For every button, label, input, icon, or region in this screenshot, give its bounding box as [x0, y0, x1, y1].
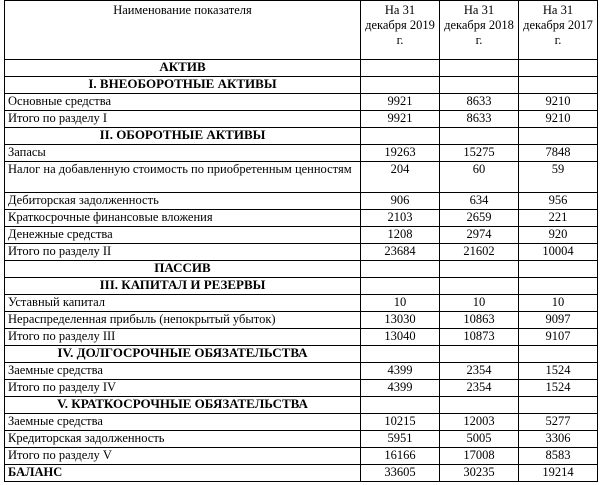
value-2017: 5277 — [519, 414, 598, 431]
empty-cell — [440, 278, 519, 295]
table-row — [5, 363, 598, 380]
table-row — [5, 380, 598, 397]
empty-cell — [519, 128, 598, 145]
header-2018: На 31 декабря 2018 г. — [440, 1, 519, 60]
value-2019: 1208 — [361, 227, 440, 244]
header-2017: На 31 декабря 2017 г. — [519, 1, 598, 60]
value-2019: 5951 — [361, 431, 440, 448]
section-row — [5, 278, 598, 295]
value-2017: 1524 — [519, 380, 598, 397]
value-2018: 60 — [440, 162, 519, 193]
value-2018: 12003 — [440, 414, 519, 431]
balance-sheet-table — [4, 0, 598, 482]
section-title: V. КРАТКОСРОЧНЫЕ ОБЯЗАТЕЛЬСТВА — [5, 397, 361, 414]
value-2019: 10 — [361, 295, 440, 312]
value-2018: 2659 — [440, 210, 519, 227]
empty-cell — [361, 261, 440, 278]
empty-cell — [440, 261, 519, 278]
value-2017: 9097 — [519, 312, 598, 329]
table-row — [5, 414, 598, 431]
row-label: Уставный капитал — [5, 295, 361, 312]
value-2018: 10863 — [440, 312, 519, 329]
value-2017: 9210 — [519, 111, 598, 128]
table-body — [5, 60, 598, 482]
row-label: Итого по разделу III — [5, 329, 361, 346]
section-title: ПАССИВ — [5, 261, 361, 278]
value-2019: 2103 — [361, 210, 440, 227]
row-label: Заемные средства — [5, 414, 361, 431]
value-2018: 10 — [440, 295, 519, 312]
table-row — [5, 145, 598, 162]
empty-cell — [440, 60, 519, 77]
value-2017: 10004 — [519, 244, 598, 261]
section-row — [5, 397, 598, 414]
empty-cell — [361, 60, 440, 77]
value-2018: 5005 — [440, 431, 519, 448]
value-2019: 23684 — [361, 244, 440, 261]
section-title: III. КАПИТАЛ И РЕЗЕРВЫ — [5, 278, 361, 295]
row-label: Денежные средства — [5, 227, 361, 244]
empty-cell — [361, 77, 440, 94]
value-2018: 17008 — [440, 448, 519, 465]
empty-cell — [361, 128, 440, 145]
value-2019: 19263 — [361, 145, 440, 162]
table-row — [5, 431, 598, 448]
table-row — [5, 295, 598, 312]
value-2017: 10 — [519, 295, 598, 312]
empty-cell — [361, 278, 440, 295]
table-row — [5, 312, 598, 329]
empty-cell — [440, 128, 519, 145]
total-row — [5, 465, 598, 482]
value-2018: 2974 — [440, 227, 519, 244]
empty-cell — [519, 278, 598, 295]
empty-cell — [519, 77, 598, 94]
value-2018: 15275 — [440, 145, 519, 162]
row-label: Запасы — [5, 145, 361, 162]
section-row — [5, 346, 598, 363]
value-2019: 13040 — [361, 329, 440, 346]
empty-cell — [519, 60, 598, 77]
table-row — [5, 210, 598, 227]
value-2018: 10873 — [440, 329, 519, 346]
empty-cell — [440, 397, 519, 414]
header-row — [5, 1, 598, 60]
value-2017: 8583 — [519, 448, 598, 465]
section-title: I. ВНЕОБОРОТНЫЕ АКТИВЫ — [5, 77, 361, 94]
value-2018: 21602 — [440, 244, 519, 261]
section-row — [5, 77, 598, 94]
value-2019: 33605 — [361, 465, 440, 482]
row-label: БАЛАНС — [5, 465, 361, 482]
value-2017: 956 — [519, 193, 598, 210]
section-title: IV. ДОЛГОСРОЧНЫЕ ОБЯЗАТЕЛЬСТВА — [5, 346, 361, 363]
empty-cell — [440, 77, 519, 94]
value-2017: 59 — [519, 162, 598, 193]
row-label: Дебиторская задолженность — [5, 193, 361, 210]
table-row — [5, 448, 598, 465]
header-2019: На 31 декабря 2019 г. — [361, 1, 440, 60]
table-row — [5, 162, 598, 193]
empty-cell — [519, 397, 598, 414]
empty-cell — [361, 346, 440, 363]
value-2017: 1524 — [519, 363, 598, 380]
value-2018: 8633 — [440, 94, 519, 111]
value-2018: 2354 — [440, 380, 519, 397]
section-title: II. ОБОРОТНЫЕ АКТИВЫ — [5, 128, 361, 145]
empty-cell — [519, 261, 598, 278]
table-row — [5, 227, 598, 244]
value-2017: 9210 — [519, 94, 598, 111]
row-label: Итого по разделу II — [5, 244, 361, 261]
empty-cell — [440, 346, 519, 363]
value-2019: 16166 — [361, 448, 440, 465]
value-2019: 9921 — [361, 94, 440, 111]
section-title: АКТИВ — [5, 60, 361, 77]
row-label: Нераспределенная прибыль (непокрытый убыток) — [5, 312, 361, 329]
value-2019: 10215 — [361, 414, 440, 431]
row-label: Налог на добавленную стоимость по приобретенным ценностям — [5, 162, 361, 193]
value-2017: 9107 — [519, 329, 598, 346]
header-indicator-name: Наименование показателя — [5, 1, 361, 60]
balance-sheet-container — [4, 0, 597, 482]
table-row — [5, 193, 598, 210]
row-label: Заемные средства — [5, 363, 361, 380]
value-2017: 19214 — [519, 465, 598, 482]
section-row — [5, 60, 598, 77]
value-2017: 7848 — [519, 145, 598, 162]
row-label: Итого по разделу I — [5, 111, 361, 128]
table-row — [5, 111, 598, 128]
row-label: Итого по разделу IV — [5, 380, 361, 397]
value-2019: 13030 — [361, 312, 440, 329]
row-label: Основные средства — [5, 94, 361, 111]
value-2018: 30235 — [440, 465, 519, 482]
value-2017: 920 — [519, 227, 598, 244]
value-2019: 906 — [361, 193, 440, 210]
row-label: Краткосрочные финансовые вложения — [5, 210, 361, 227]
empty-cell — [519, 346, 598, 363]
value-2019: 4399 — [361, 380, 440, 397]
row-label: Итого по разделу V — [5, 448, 361, 465]
section-row — [5, 128, 598, 145]
value-2018: 8633 — [440, 111, 519, 128]
value-2018: 634 — [440, 193, 519, 210]
value-2019: 204 — [361, 162, 440, 193]
value-2017: 221 — [519, 210, 598, 227]
table-row — [5, 244, 598, 261]
value-2019: 9921 — [361, 111, 440, 128]
table-row — [5, 94, 598, 111]
empty-cell — [361, 397, 440, 414]
value-2018: 2354 — [440, 363, 519, 380]
value-2019: 4399 — [361, 363, 440, 380]
row-label: Кредиторская задолженность — [5, 431, 361, 448]
value-2017: 3306 — [519, 431, 598, 448]
table-row — [5, 329, 598, 346]
section-row — [5, 261, 598, 278]
